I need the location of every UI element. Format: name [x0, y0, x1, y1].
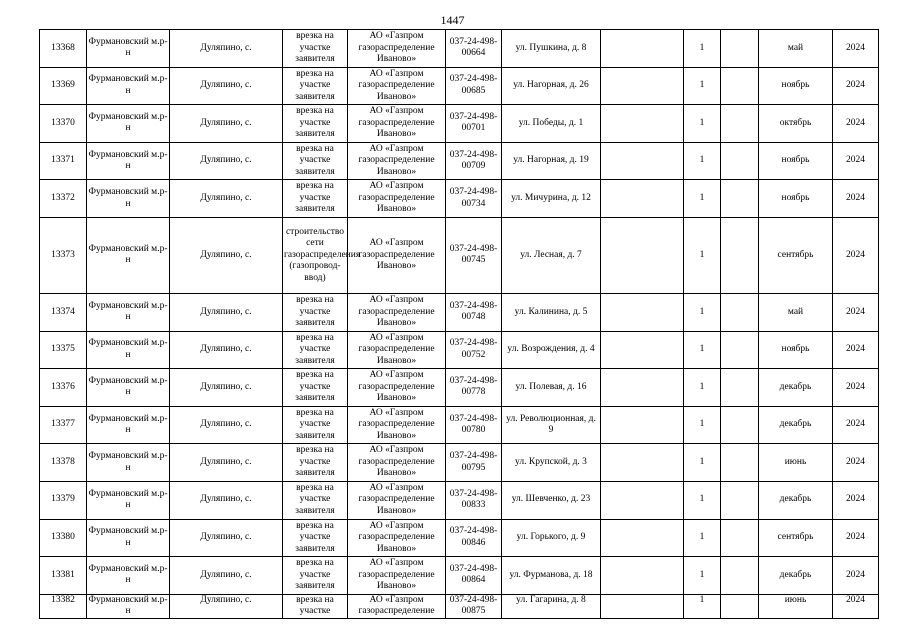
district-cell: Фурмановский м.р-н [87, 217, 170, 293]
year-cell: 2024 [833, 369, 879, 407]
month-cell: ноябрь [759, 180, 833, 218]
row-number-cell: 13370 [40, 105, 87, 143]
year-cell: 2024 [833, 557, 879, 595]
empty-cell [721, 67, 759, 105]
empty-cell [601, 369, 684, 407]
month-cell: июнь [759, 594, 833, 618]
district-cell: Фурмановский м.р-н [87, 594, 170, 618]
work-type-cell: врезка на участке заявителя [283, 519, 348, 557]
empty-cell [721, 519, 759, 557]
district-cell: Фурмановский м.р-н [87, 331, 170, 369]
address-cell: ул. Нагорная, д. 26 [502, 67, 601, 105]
row-number-cell: 13380 [40, 519, 87, 557]
empty-cell [601, 331, 684, 369]
work-type-cell: врезка на участке заявителя [283, 481, 348, 519]
month-cell: декабрь [759, 481, 833, 519]
count-cell: 1 [684, 406, 721, 444]
empty-cell [601, 180, 684, 218]
settlement-cell: Дуляпино, с. [170, 331, 283, 369]
work-type-cell: врезка на участке заявителя [283, 293, 348, 331]
organization-cell: АО «Газпром газораспределение Иваново» [348, 293, 446, 331]
code-cell: 037-24-498-00778 [446, 369, 502, 407]
work-type-cell: врезка на участке заявителя [283, 369, 348, 407]
empty-cell [721, 406, 759, 444]
year-cell: 2024 [833, 217, 879, 293]
month-cell: ноябрь [759, 67, 833, 105]
month-cell: сентябрь [759, 217, 833, 293]
row-number-cell: 13374 [40, 293, 87, 331]
organization-cell: АО «Газпром газораспределение Иваново» [348, 217, 446, 293]
table-row [40, 67, 879, 105]
organization-cell: АО «Газпром газораспределение Иваново» [348, 105, 446, 143]
count-cell: 1 [684, 444, 721, 482]
table-row [40, 180, 879, 218]
row-number-cell: 13377 [40, 406, 87, 444]
work-type-cell: строительство сети газораспределения (газопровод-ввод) [283, 217, 348, 293]
address-cell: ул. Нагорная, д. 19 [502, 142, 601, 180]
work-type-cell: врезка на участке заявителя [283, 30, 348, 68]
organization-cell: АО «Газпром газораспределение Иваново» [348, 67, 446, 105]
year-cell: 2024 [833, 67, 879, 105]
address-cell: ул. Фурманова, д. 18 [502, 557, 601, 595]
settlement-cell: Дуляпино, с. [170, 406, 283, 444]
organization-cell: АО «Газпром газораспределение Иваново» [348, 481, 446, 519]
settlement-cell: Дуляпино, с. [170, 30, 283, 68]
work-type-cell: врезка на участке заявителя [283, 406, 348, 444]
district-cell: Фурмановский м.р-н [87, 369, 170, 407]
work-type-cell: врезка на участке заявителя [283, 180, 348, 218]
month-cell: июнь [759, 444, 833, 482]
settlement-cell: Дуляпино, с. [170, 180, 283, 218]
table-row [40, 369, 879, 407]
address-cell: ул. Калинина, д. 5 [502, 293, 601, 331]
address-cell: ул. Гагарина, д. 8 [502, 594, 601, 618]
organization-cell: АО «Газпром газораспределение [348, 594, 446, 618]
organization-cell: АО «Газпром газораспределение Иваново» [348, 30, 446, 68]
district-cell: Фурмановский м.р-н [87, 519, 170, 557]
count-cell: 1 [684, 30, 721, 68]
settlement-cell: Дуляпино, с. [170, 142, 283, 180]
year-cell: 2024 [833, 444, 879, 482]
year-cell: 2024 [833, 519, 879, 557]
address-cell: ул. Мичурина, д. 12 [502, 180, 601, 218]
code-cell: 037-24-498-00709 [446, 142, 502, 180]
count-cell: 1 [684, 293, 721, 331]
year-cell: 2024 [833, 293, 879, 331]
empty-cell [721, 30, 759, 68]
row-number-cell: 13379 [40, 481, 87, 519]
district-cell: Фурмановский м.р-н [87, 105, 170, 143]
row-number-cell: 13382 [40, 594, 87, 618]
work-type-cell: врезка на участке заявителя [283, 444, 348, 482]
empty-cell [721, 594, 759, 618]
code-cell: 037-24-498-00701 [446, 105, 502, 143]
month-cell: май [759, 30, 833, 68]
settlement-cell: Дуляпино, с. [170, 557, 283, 595]
empty-cell [601, 142, 684, 180]
count-cell: 1 [684, 519, 721, 557]
work-type-cell: врезка на участке заявителя [283, 331, 348, 369]
table-row [40, 30, 879, 68]
settlement-cell: Дуляпино, с. [170, 519, 283, 557]
count-cell: 1 [684, 105, 721, 143]
settlement-cell: Дуляпино, с. [170, 67, 283, 105]
settlement-cell: Дуляпино, с. [170, 105, 283, 143]
count-cell: 1 [684, 369, 721, 407]
empty-cell [721, 217, 759, 293]
year-cell: 2024 [833, 594, 879, 618]
count-cell: 1 [684, 481, 721, 519]
empty-cell [601, 105, 684, 143]
empty-cell [721, 105, 759, 143]
row-number-cell: 13378 [40, 444, 87, 482]
district-cell: Фурмановский м.р-н [87, 142, 170, 180]
organization-cell: АО «Газпром газораспределение Иваново» [348, 180, 446, 218]
address-cell: ул. Победы, д. 1 [502, 105, 601, 143]
row-number-cell: 13376 [40, 369, 87, 407]
settlement-cell: Дуляпино, с. [170, 594, 283, 618]
address-cell: ул. Крупской, д. 3 [502, 444, 601, 482]
code-cell: 037-24-498-00685 [446, 67, 502, 105]
empty-cell [601, 293, 684, 331]
table-row [40, 481, 879, 519]
gas-connection-table [39, 29, 879, 619]
empty-cell [601, 406, 684, 444]
address-cell: ул. Возрождения, д. 4 [502, 331, 601, 369]
settlement-cell: Дуляпино, с. [170, 369, 283, 407]
empty-cell [721, 557, 759, 595]
organization-cell: АО «Газпром газораспределение Иваново» [348, 406, 446, 444]
count-cell: 1 [684, 557, 721, 595]
month-cell: декабрь [759, 557, 833, 595]
table-row [40, 331, 879, 369]
year-cell: 2024 [833, 481, 879, 519]
table-row [40, 519, 879, 557]
month-cell: декабрь [759, 406, 833, 444]
month-cell: май [759, 293, 833, 331]
count-cell: 1 [684, 331, 721, 369]
empty-cell [721, 369, 759, 407]
count-cell: 1 [684, 142, 721, 180]
organization-cell: АО «Газпром газораспределение Иваново» [348, 369, 446, 407]
count-cell: 1 [684, 217, 721, 293]
address-cell: ул. Горького, д. 9 [502, 519, 601, 557]
address-cell: ул. Шевченко, д. 23 [502, 481, 601, 519]
code-cell: 037-24-498-00795 [446, 444, 502, 482]
month-cell: декабрь [759, 369, 833, 407]
empty-cell [601, 557, 684, 595]
code-cell: 037-24-498-00745 [446, 217, 502, 293]
empty-cell [601, 67, 684, 105]
empty-cell [721, 444, 759, 482]
empty-cell [601, 481, 684, 519]
empty-cell [721, 293, 759, 331]
count-cell: 1 [684, 594, 721, 618]
work-type-cell: врезка на участке заявителя [283, 67, 348, 105]
code-cell: 037-24-498-00734 [446, 180, 502, 218]
row-number-cell: 13369 [40, 67, 87, 105]
settlement-cell: Дуляпино, с. [170, 293, 283, 331]
district-cell: Фурмановский м.р-н [87, 481, 170, 519]
month-cell: ноябрь [759, 142, 833, 180]
table-row [40, 406, 879, 444]
empty-cell [721, 331, 759, 369]
district-cell: Фурмановский м.р-н [87, 293, 170, 331]
count-cell: 1 [684, 67, 721, 105]
table-row [40, 142, 879, 180]
year-cell: 2024 [833, 105, 879, 143]
organization-cell: АО «Газпром газораспределение Иваново» [348, 331, 446, 369]
row-number-cell: 13372 [40, 180, 87, 218]
district-cell: Фурмановский м.р-н [87, 557, 170, 595]
organization-cell: АО «Газпром газораспределение Иваново» [348, 142, 446, 180]
code-cell: 037-24-498-00846 [446, 519, 502, 557]
row-number-cell: 13381 [40, 557, 87, 595]
year-cell: 2024 [833, 331, 879, 369]
empty-cell [601, 594, 684, 618]
organization-cell: АО «Газпром газораспределение Иваново» [348, 519, 446, 557]
code-cell: 037-24-498-00752 [446, 331, 502, 369]
month-cell: сентябрь [759, 519, 833, 557]
row-number-cell: 13371 [40, 142, 87, 180]
table-row [40, 557, 879, 595]
empty-cell [601, 444, 684, 482]
month-cell: ноябрь [759, 331, 833, 369]
work-type-cell: врезка на участке заявителя [283, 557, 348, 595]
year-cell: 2024 [833, 142, 879, 180]
empty-cell [601, 30, 684, 68]
table-row [40, 105, 879, 143]
district-cell: Фурмановский м.р-н [87, 180, 170, 218]
code-cell: 037-24-498-00875 [446, 594, 502, 618]
empty-cell [601, 519, 684, 557]
address-cell: ул. Лесная, д. 7 [502, 217, 601, 293]
code-cell: 037-24-498-00833 [446, 481, 502, 519]
code-cell: 037-24-498-00780 [446, 406, 502, 444]
empty-cell [721, 142, 759, 180]
organization-cell: АО «Газпром газораспределение Иваново» [348, 557, 446, 595]
settlement-cell: Дуляпино, с. [170, 217, 283, 293]
code-cell: 037-24-498-00864 [446, 557, 502, 595]
address-cell: ул. Полевая, д. 16 [502, 369, 601, 407]
count-cell: 1 [684, 180, 721, 218]
month-cell: октябрь [759, 105, 833, 143]
row-number-cell: 13375 [40, 331, 87, 369]
work-type-cell: врезка на участке заявителя [283, 142, 348, 180]
work-type-cell: врезка на участке заявителя [283, 105, 348, 143]
row-number-cell: 13373 [40, 217, 87, 293]
table-row [40, 293, 879, 331]
row-number-cell: 13368 [40, 30, 87, 68]
table-row [40, 594, 879, 618]
organization-cell: АО «Газпром газораспределение Иваново» [348, 444, 446, 482]
table-row [40, 444, 879, 482]
work-type-cell: врезка на участке [283, 594, 348, 618]
district-cell: Фурмановский м.р-н [87, 406, 170, 444]
year-cell: 2024 [833, 406, 879, 444]
district-cell: Фурмановский м.р-н [87, 67, 170, 105]
settlement-cell: Дуляпино, с. [170, 481, 283, 519]
district-cell: Фурмановский м.р-н [87, 444, 170, 482]
year-cell: 2024 [833, 180, 879, 218]
code-cell: 037-24-498-00748 [446, 293, 502, 331]
code-cell: 037-24-498-00664 [446, 30, 502, 68]
address-cell: ул. Пушкина, д. 8 [502, 30, 601, 68]
address-cell: ул. Революционная, д. 9 [502, 406, 601, 444]
district-cell: Фурмановский м.р-н [87, 30, 170, 68]
settlement-cell: Дуляпино, с. [170, 444, 283, 482]
empty-cell [721, 481, 759, 519]
table-row [40, 217, 879, 293]
year-cell: 2024 [833, 30, 879, 68]
empty-cell [721, 180, 759, 218]
page-number: 1447 [440, 13, 465, 27]
empty-cell [601, 217, 684, 293]
